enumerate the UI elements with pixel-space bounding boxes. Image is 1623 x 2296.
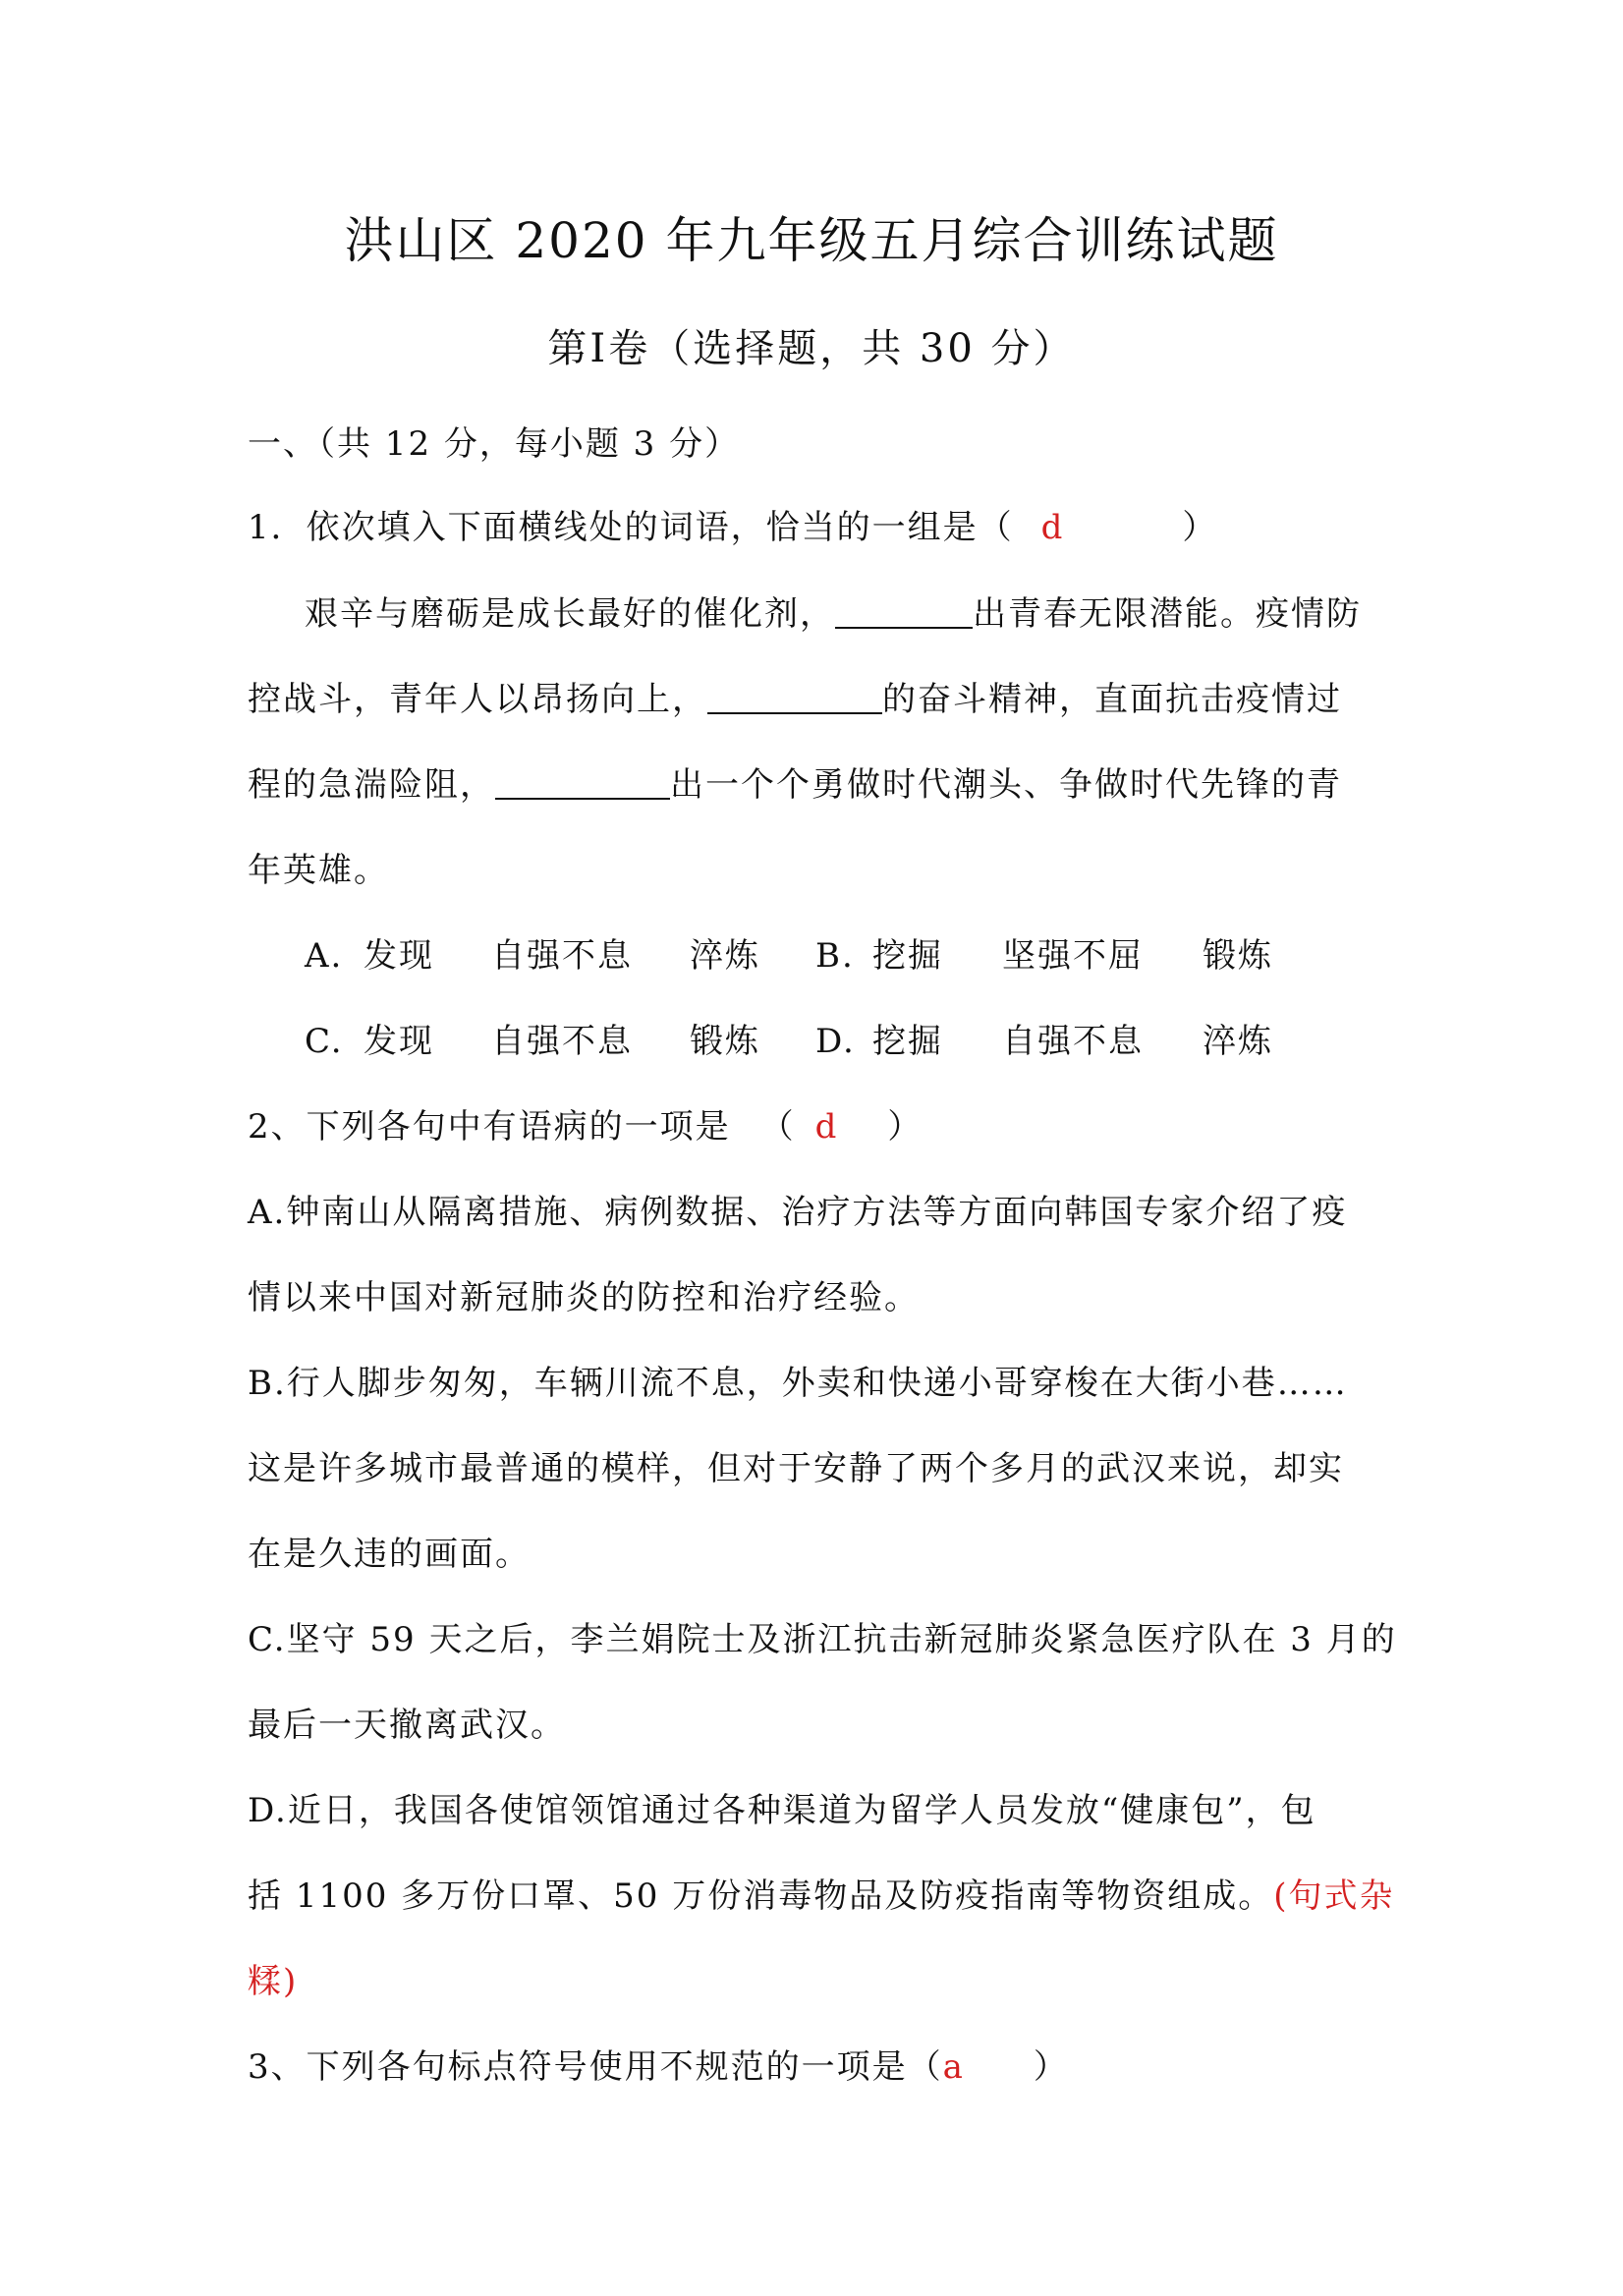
option-a-line-1: A.钟南山从隔离措施、病例数据、治疗方法等方面向韩国专家介绍了疫 [248, 1193, 1348, 1232]
option-word: 淬炼 [690, 936, 760, 976]
option-d-line-1: D.近日，我国各使馆领馆通过各种渠道为留学人员发放“健康包”，包 [248, 1791, 1316, 1830]
question-2-answer: d [814, 1107, 839, 1147]
fill-blank-2 [707, 683, 882, 714]
option-word: 锻炼 [1203, 936, 1273, 976]
question-2-close: ） [887, 1107, 923, 1147]
passage-text: 出青春无限潜能。疫情防 [973, 594, 1362, 634]
section-heading: 一、（共 12 分，每小题 3 分） [248, 424, 741, 464]
page-title: 洪山区 2020 年九年级五月综合训练试题 [344, 212, 1279, 269]
passage-text: 艰辛与磨砺是成长最好的催化剂， [305, 594, 835, 634]
passage-line-4: 年英雄。 [248, 851, 389, 890]
question-1-text: 1．依次填入下面横线处的词语，恰当的一组是（ [248, 508, 1014, 547]
option-letter: B. [815, 936, 855, 976]
passage-text: 的奋斗精神，直面抗击疫情过 [882, 680, 1342, 719]
option-word: 挖掘 [872, 1022, 943, 1061]
option-letter: D. [815, 1022, 856, 1061]
question-2-open: （ [759, 1107, 796, 1147]
passage-text: 控战斗，青年人以昂扬向上， [248, 680, 707, 719]
options-row-1 [305, 934, 1444, 978]
option-word: 发现 [364, 1022, 434, 1061]
question-3-stem [248, 2045, 1387, 2089]
option-letter: A. [305, 936, 344, 976]
options-row-2 [305, 1020, 1444, 1063]
option-word: 自强不息 [491, 936, 633, 976]
question-3-answer: a [942, 2047, 965, 2087]
option-word: 自强不息 [491, 1022, 633, 1061]
question-1-stem [248, 506, 1387, 549]
option-a-line-2: 情以来中国对新冠肺炎的防控和治疗经验。 [248, 1278, 920, 1317]
option-d-text: 括 1100 多万份口罩、50 万份消毒物品及防疫指南等物资组成。 [248, 1876, 1274, 1916]
option-word: 发现 [364, 936, 434, 976]
option-word: 锻炼 [690, 1022, 760, 1061]
question-2-text: 2、下列各句中有语病的一项是 [248, 1107, 731, 1147]
passage-line-2 [248, 678, 1387, 721]
question-2-stem [248, 1105, 1387, 1148]
fill-blank-1 [835, 597, 973, 629]
option-word: 淬炼 [1203, 1022, 1273, 1061]
fill-blank-3 [495, 768, 670, 800]
option-d-line-2 [248, 1875, 1395, 1918]
option-b-line-1: B.行人脚步匆匆，车辆川流不息，外卖和快递小哥穿梭在大街小巷…… [248, 1364, 1348, 1403]
option-c-line-2: 最后一天撤离武汉。 [248, 1706, 566, 1745]
passage-text: 程的急湍险阻， [248, 765, 495, 805]
option-letter: C. [305, 1022, 344, 1061]
option-word: 自强不息 [1002, 1022, 1144, 1061]
option-c-line-1: C.坚守 59 天之后，李兰娟院士及浙江抗击新冠肺炎紧急医疗队在 3 月的 [248, 1620, 1397, 1659]
question-3-close: ） [1033, 2047, 1069, 2087]
section-subtitle: 第Ⅰ卷（选择题，共 30 分） [547, 326, 1076, 371]
passage-line-1 [305, 592, 1444, 636]
question-1-close: ） [1182, 508, 1218, 547]
question-1-answer: d [1040, 508, 1065, 547]
answer-note-cont: 糅) [248, 1962, 299, 2001]
question-3-text: 3、下列各句标点符号使用不规范的一项是（ [248, 2047, 943, 2087]
passage-line-3 [248, 763, 1387, 807]
passage-text: 出一个个勇做时代潮头、争做时代先锋的青 [670, 765, 1342, 805]
option-word: 坚强不屈 [1002, 936, 1144, 976]
option-word: 挖掘 [872, 936, 943, 976]
option-b-line-3: 在是久违的画面。 [248, 1535, 531, 1574]
option-b-line-2: 这是许多城市最普通的模样，但对于安静了两个多月的武汉来说，却实 [248, 1449, 1344, 1488]
answer-note: (句式杂 [1273, 1876, 1395, 1916]
option-d-line-3 [248, 1960, 1387, 2003]
